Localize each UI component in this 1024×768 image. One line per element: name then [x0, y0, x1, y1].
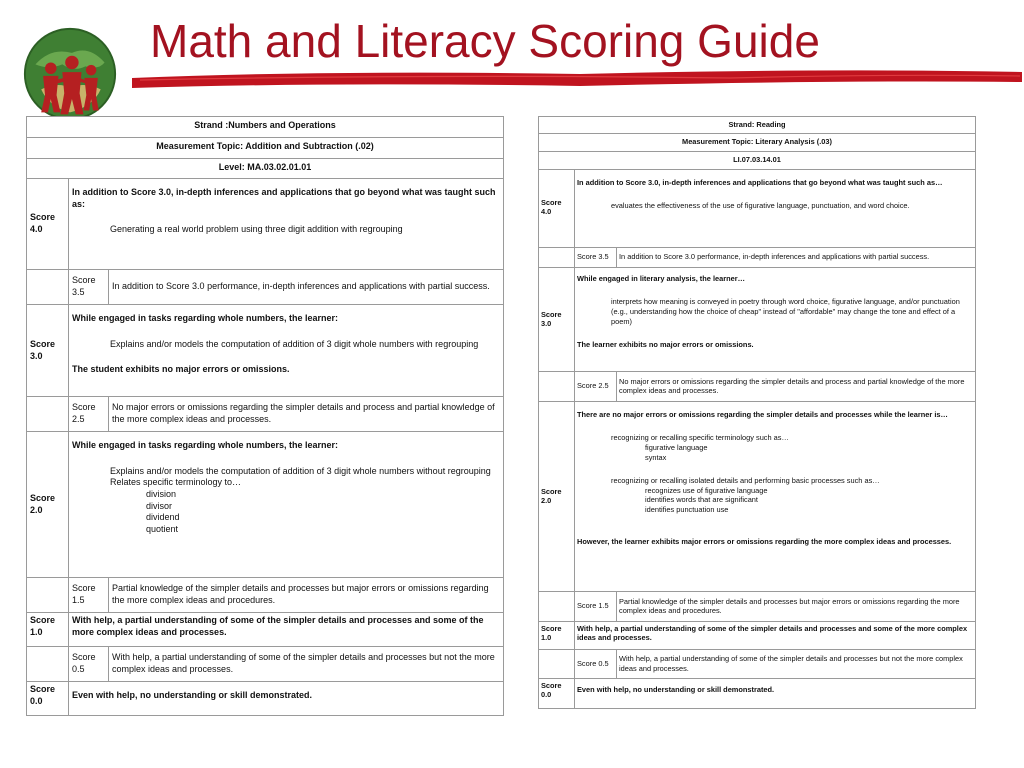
math-score-3-0-heading: While engaged in tasks regarding whole numbers, the learner: — [72, 313, 339, 323]
math-score-1-0-text: With help, a partial understanding of some of the simpler details and processes and some of the more complex ideas and processes. — [69, 613, 504, 647]
math-scoring-table — [26, 116, 504, 716]
math-term-item: quotient — [146, 524, 179, 535]
math-score-3-0-label: Score 3.0 — [27, 305, 69, 397]
math-score-0-5-blank — [27, 647, 69, 682]
math-term-item: division — [146, 489, 177, 500]
lit-score-2-0-footer: However, the learner exhibits major errors or omissions regarding the more complex ideas and processes. — [577, 536, 952, 546]
lit-score-2-0-heading: There are no major errors or omissions regarding the simpler details and processes while the learner is… — [577, 409, 948, 419]
math-score-3-0-footer: The student exhibits no major errors or omissions. — [72, 364, 290, 375]
math-score-3-5-text: In addition to Score 3.0 performance, in-depth inferences and applications with partial success. — [109, 270, 504, 305]
lit-score-2-5-text: No major errors or omissions regarding the simpler details and process and partial knowledge of the more complex ideas and processes. — [617, 371, 976, 401]
math-score-2-5-label: Score 2.5 — [69, 397, 109, 432]
math-strand: Strand :Numbers and Operations — [27, 117, 504, 138]
lit-score-3-0-footer: The learner exhibits no major errors or omissions. — [577, 340, 754, 350]
lit-score-0-0-text: Even with help, no understanding or skill demonstrated. — [575, 678, 976, 708]
math-score-3-5-label: Score 3.5 — [69, 270, 109, 305]
lit-strand: Strand: Reading — [539, 117, 976, 134]
lit-score-1-0-text: With help, a partial understanding of some of the simpler details and processes and some of the more complex ideas and processes. — [575, 621, 976, 649]
math-score-3-5-blank — [27, 270, 69, 305]
math-score-2-5-text: No major errors or omissions regarding the simpler details and process and partial knowledge of the more complex ideas and processes. — [109, 397, 504, 432]
lit-topic: Measurement Topic: Literary Analysis (.03) — [539, 133, 976, 151]
math-topic: Measurement Topic: Addition and Subtraction (.02) — [27, 138, 504, 159]
lit-term-item: identifies punctuation use — [645, 505, 729, 514]
math-score-2-0-desc — [69, 432, 504, 578]
math-score-2-5-blank — [27, 397, 69, 432]
lit-score-3-0-desc — [575, 267, 976, 371]
math-score-0-0-text: Even with help, no understanding or skill demonstrated. — [69, 682, 504, 716]
lit-score-3-5-label: Score 3.5 — [575, 247, 617, 267]
page-title: Math and Literacy Scoring Guide — [150, 15, 820, 67]
lit-score-3-0-heading: While engaged in literary analysis, the learner… — [577, 273, 745, 283]
math-term-item: divisor — [146, 500, 173, 511]
lit-score-4-0-label: Score 4.0 — [539, 169, 575, 247]
lit-score-4-0-detail: evaluates the effectiveness of the use of figurative language, punctuation, and word choice. — [611, 201, 910, 211]
lit-score-3-0-label: Score 3.0 — [539, 267, 575, 371]
lit-score-0-5-label: Score 0.5 — [575, 649, 617, 678]
lit-score-1-5-blank — [539, 591, 575, 621]
math-score-4-0-desc — [69, 179, 504, 270]
lit-score-1-0-label: Score 1.0 — [539, 621, 575, 649]
math-score-4-0-label: Score 4.0 — [27, 179, 69, 270]
title-underline-stroke — [130, 60, 1024, 94]
lit-score-4-0-heading: In addition to Score 3.0, in-depth inferences and applications that go beyond what was taught such as… — [577, 177, 943, 187]
lit-score-0-5-blank — [539, 649, 575, 678]
lit-score-1-5-label: Score 1.5 — [575, 591, 617, 621]
lit-score-0-5-text: With help, a partial understanding of some of the simpler details and processes but not the more complex ideas and processes. — [617, 649, 976, 678]
lit-score-3-0-detail: interprets how meaning is conveyed in poetry through word choice, figurative language, and/or punctuation (e.g., understanding how the choice of cheap" instead of "affordable" may change the tone and effect of a poem) — [611, 297, 960, 326]
math-term-item: dividend — [146, 512, 180, 523]
math-score-1-5-label: Score 1.5 — [69, 578, 109, 613]
math-score-2-0-label: Score 2.0 — [27, 432, 69, 578]
lit-score-2-0-item-1: recognizing or recalling specific terminology such as… — [611, 433, 789, 443]
lit-term-item: figurative language — [645, 442, 708, 452]
math-score-2-0-detail-1: Explains and/or models the computation of addition of 3 digit whole numbers without regrouping — [110, 465, 491, 476]
lit-term-item: identifies words that are significant — [645, 495, 758, 505]
lit-score-2-0-desc — [575, 401, 976, 591]
lit-score-2-5-blank — [539, 371, 575, 401]
globe-people-logo-icon — [22, 26, 118, 122]
lit-score-1-5-text: Partial knowledge of the simpler details and processes but major errors or omissions regarding the more complex ideas and procedures. — [617, 591, 976, 621]
lit-score-3-5-blank — [539, 247, 575, 267]
lit-score-4-0-desc — [575, 169, 976, 247]
literacy-scoring-table — [538, 116, 976, 709]
lit-term-item: recognizes use of figurative language — [645, 485, 768, 495]
math-score-1-5-blank — [27, 578, 69, 613]
math-level: Level: MA.03.02.01.01 — [27, 159, 504, 179]
math-score-4-0-detail: Generating a real world problem using three digit addition with regrouping — [110, 224, 403, 235]
lit-level: LI.07.03.14.01 — [539, 151, 976, 169]
math-score-3-0-detail: Explains and/or models the computation of addition of 3 digit whole numbers with regrouping — [110, 338, 479, 349]
math-score-4-0-heading: In addition to Score 3.0, in-depth inferences and applications that go beyond what was taught such as: — [72, 187, 496, 209]
lit-score-2-0-item-2: recognizing or recalling isolated details and performing basic processes such as… — [611, 476, 880, 486]
lit-term-item: syntax — [645, 452, 667, 462]
math-score-1-0-label: Score 1.0 — [27, 613, 69, 647]
math-score-0-0-label: Score 0.0 — [27, 682, 69, 716]
math-score-1-5-text: Partial knowledge of the simpler details and processes but major errors or omissions regarding the more complex ideas and procedures. — [109, 578, 504, 613]
math-score-2-0-heading: While engaged in tasks regarding whole numbers, the learner: — [72, 440, 339, 450]
math-score-3-0-desc — [69, 305, 504, 397]
math-score-0-5-label: Score 0.5 — [69, 647, 109, 682]
lit-score-2-5-label: Score 2.5 — [575, 371, 617, 401]
lit-score-2-0-label: Score 2.0 — [539, 401, 575, 591]
math-score-0-5-text: With help, a partial understanding of some of the simpler details and processes but not the more complex ideas and processes. — [109, 647, 504, 682]
math-score-2-0-detail-2: Relates specific terminology to… — [110, 477, 242, 488]
lit-score-3-5-text: In addition to Score 3.0 performance, in-depth inferences and applications with partial success. — [617, 247, 976, 267]
lit-score-0-0-label: Score 0.0 — [539, 678, 575, 708]
